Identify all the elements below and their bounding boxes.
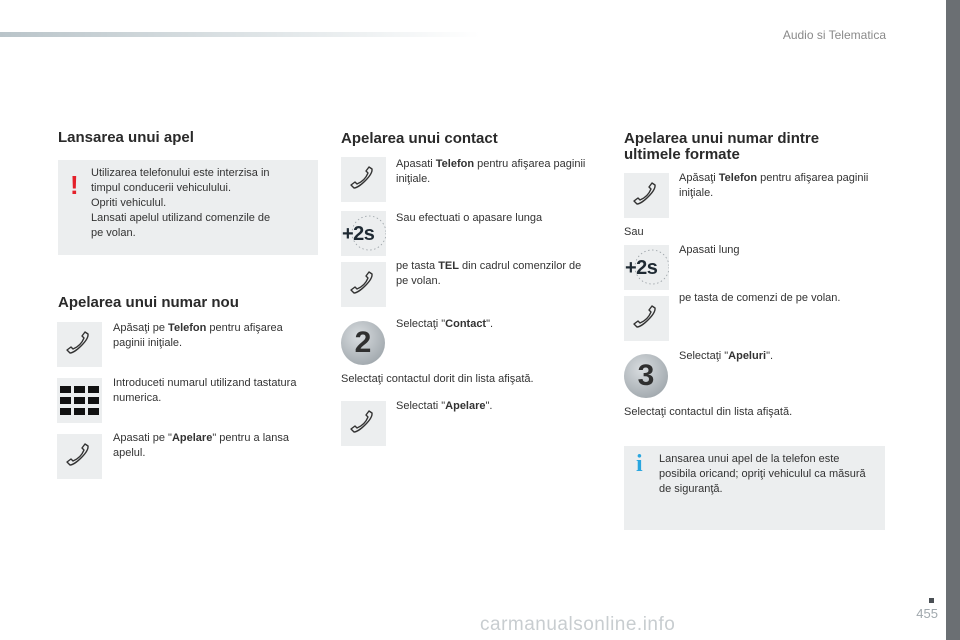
step-tastatura-text: Introduceti numarul utilizand tastatura numerica.: [113, 377, 297, 404]
phone-handset-icon: [57, 322, 102, 367]
step-selectati-contact-text: Selectaţi contactul dorit din lista afişată.: [341, 373, 534, 385]
heading-ultimele-formate: Apelarea unui numar dintre ultimele formate: [624, 130, 820, 163]
step-apelare-text: Selectati "Apelare".: [396, 400, 493, 412]
phone-handset-icon: [624, 296, 669, 341]
info-text: Lansarea unui apel de la telefon este posibila oricand; opriţi vehiculul ca măsură de siguranţă.: [659, 453, 866, 495]
step-selectati-contact-text: Selectaţi contactul din lista afişată.: [624, 406, 793, 418]
step-badge-2: 2: [341, 321, 385, 365]
phone-handset-icon: [624, 173, 669, 218]
phone-icon-box: [341, 157, 386, 202]
call-icon-box: [57, 434, 102, 479]
heading-lansarea-apel: Lansarea unui apel: [58, 129, 194, 146]
long-press-icon-box: [341, 211, 386, 256]
phone-handset-icon: [341, 401, 386, 446]
info-icon: i: [636, 451, 643, 477]
header-bar: [0, 32, 480, 37]
step-comenzi-volan-text: pe tasta de comenzi de pe volan.: [679, 292, 841, 304]
step-badge-3: 3: [624, 354, 668, 398]
page-edge-strip: [946, 0, 960, 640]
warning-text: Utilizarea telefonului este interzisa in timpul conducerii vehiculului. Opriti vehiculul. Lansati apelul utilizand comenzile de pe volan.: [91, 167, 271, 239]
long-press-icon-box: [624, 245, 669, 290]
step-tasta-tel-text: pe tasta TEL din cadrul comenzilor de pe volan.: [396, 260, 582, 287]
step-telefon-text: Apasati Telefon pentru afişarea paginii iniţiale.: [396, 158, 586, 185]
phone-icon-box: [624, 173, 669, 218]
phone-handset-icon: [341, 262, 386, 307]
steering-tel-icon-box: [341, 262, 386, 307]
long-press-label: +2s: [342, 223, 375, 245]
step-telefon-text: Apăsaţi Telefon pentru afişarea paginii iniţiale.: [679, 172, 869, 199]
phone-handset-icon: [57, 434, 102, 479]
info-box: [624, 446, 885, 530]
heading-numar-nou: Apelarea unui numar nou: [58, 294, 239, 311]
warning-icon: !: [70, 170, 79, 200]
step-apeluri-text: Selectaţi "Apeluri".: [679, 350, 774, 362]
section-title: Audio si Telematica: [782, 28, 886, 42]
keypad-icon-box: [57, 378, 102, 423]
page-marker: [929, 598, 934, 603]
step-apasare-lunga-text: Sau efectuati o apasare lunga: [396, 212, 543, 224]
step-contact-text: Selectaţi "Contact".: [396, 318, 494, 330]
step-apasati-lung-text: Apasati lung: [679, 244, 740, 256]
keypad-icon: [57, 378, 102, 423]
phone-icon-box: [57, 322, 102, 367]
step-apelare-text: Apasati pe "Apelare" pentru a lansa apelul.: [113, 432, 289, 459]
call-icon-box: [341, 401, 386, 446]
warning-box: [58, 160, 318, 255]
or-label: Sau: [624, 226, 644, 238]
step-telefon-text: Apăsaţi pe Telefon pentru afişarea paginii iniţiale.: [113, 322, 283, 349]
steering-tel-icon-box: [624, 296, 669, 341]
page-number: 455: [916, 606, 938, 621]
long-press-label: +2s: [625, 257, 658, 279]
watermark: carmanualsonline.info: [480, 614, 676, 635]
heading-apelarea-contact: Apelarea unui contact: [341, 130, 498, 147]
phone-handset-icon: [341, 157, 386, 202]
